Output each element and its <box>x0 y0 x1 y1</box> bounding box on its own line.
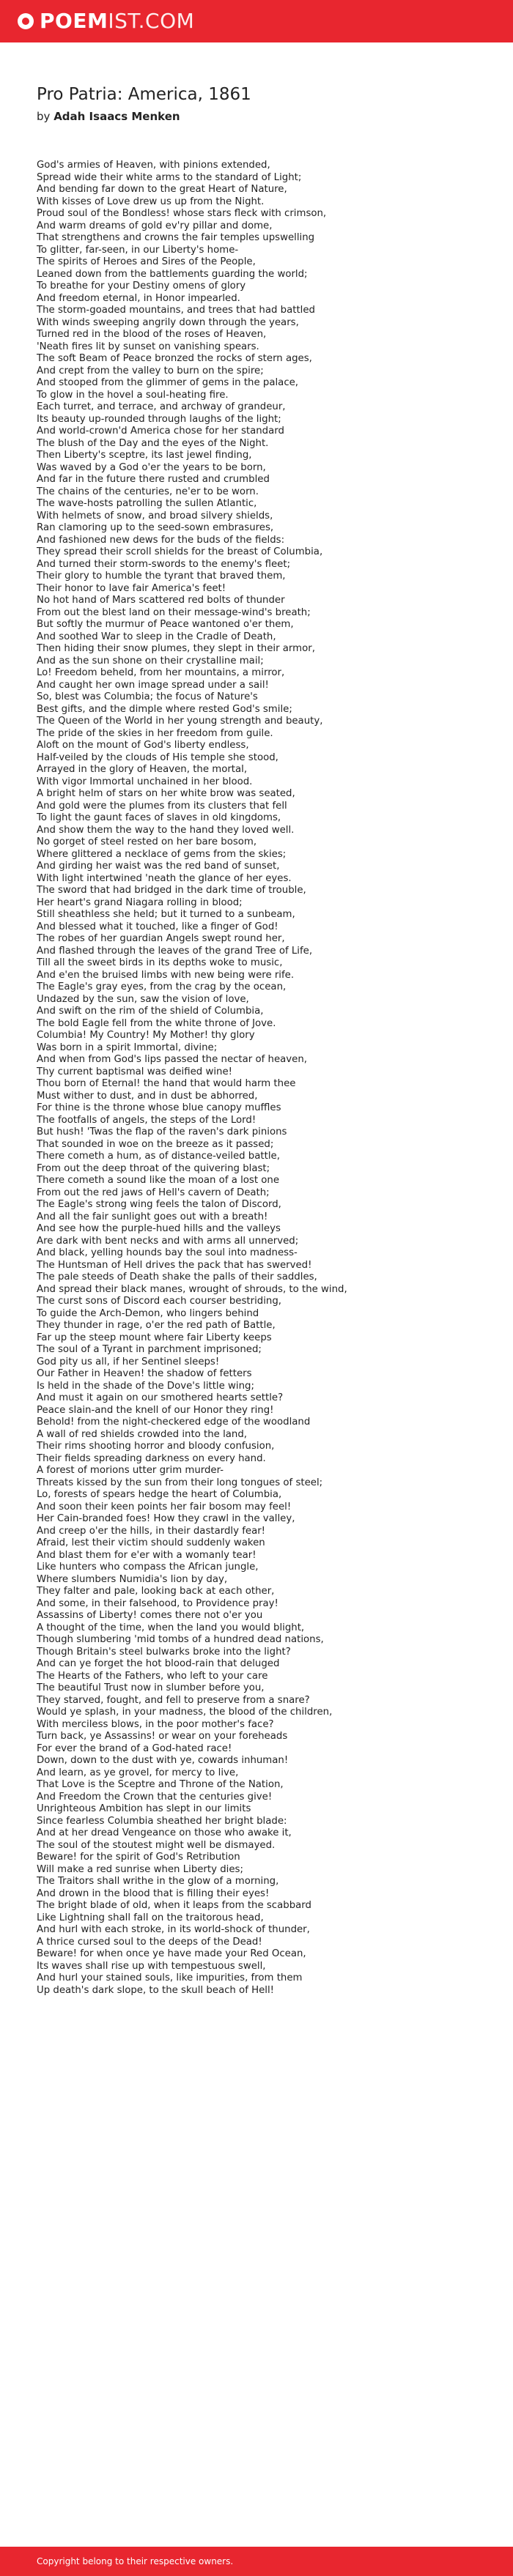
poem-line: The Eagle's gray eyes, from the crag by the ocean, <box>37 981 287 992</box>
poem-line: To breathe for your Destiny omens of glory <box>37 281 246 292</box>
poem-line: And bending far down to the great Heart of Nature, <box>37 184 287 195</box>
poem-line: Since fearless Columbia sheathed her bright blade: <box>37 1815 287 1827</box>
poem-line: No gorget of steel rested on her bare bosom, <box>37 836 257 847</box>
poem-line: Its beauty up-rounded through laughs of the light; <box>37 413 281 425</box>
poem-line: For ever the brand of a God-hated race! <box>37 1742 232 1754</box>
poem-line: Where glittered a necklace of gems from the skies; <box>37 848 287 860</box>
poem-line: The pride of the skies in her freedom from guile. <box>37 727 273 739</box>
poem-line: Their honor to lave fair America's feet! <box>37 582 226 594</box>
logo-bold-text: POEM <box>40 9 108 33</box>
poem-line: And all the fair sunlight goes out with a breath! <box>37 1211 268 1222</box>
poem-line: A bright helm of stars on her white brow was seated, <box>37 788 295 799</box>
poem-line: The bright blade of old, when it leaps from the scabbard <box>37 1900 311 1911</box>
poem-line: Unrighteous Ambition has slept in our limits <box>37 1803 251 1814</box>
poem-line: Are dark with bent necks and with arms all unnerved; <box>37 1235 299 1247</box>
poem-line: And learn, as ye grovel, for mercy to live, <box>37 1767 239 1778</box>
poem-line: Up death's dark slope, to the skull beach of Hell! <box>37 1984 274 1996</box>
poem-line: And world-crown'd America chose for her standard <box>37 426 284 437</box>
poem-line: The robes of her guardian Angels swept round her, <box>37 933 285 944</box>
poem-line: The Huntsman of Hell drives the pack that has swerved! <box>37 1259 312 1271</box>
poem-line: And hurl your stained souls, like impurities, from them <box>37 1972 303 1983</box>
byline-prefix: by <box>37 110 51 123</box>
poem-line: Her heart's grand Niagara rolling in blood; <box>37 897 243 908</box>
poem-line: And fashioned new dews for the buds of the fields: <box>37 534 285 546</box>
poem-line: Thou born of Eternal! the hand that would harm thee <box>37 1078 296 1089</box>
poem-line: Was waved by a God o'er the years to be born, <box>37 461 266 473</box>
poem-line: The Traitors shall writhe in the glow of a morning, <box>37 1876 279 1887</box>
poem-line: And caught her own image spread under a sail! <box>37 679 269 691</box>
poem-line: They falter and pale, looking back at each other, <box>37 1586 275 1597</box>
poem-line: Their rims shooting horror and bloody confusion, <box>37 1441 275 1452</box>
poem-line: Their fields spreading darkness on every hand. <box>37 1452 266 1464</box>
poem-line: Then hiding their snow plumes, they slept in their armor, <box>37 643 315 654</box>
copyright-text: Copyright belong to their respective owners. <box>37 2556 234 2566</box>
poem-line: Ran clamoring up to the seed-sown embrasures, <box>37 522 274 533</box>
poem-line: The Hearts of the Fathers, who left to your care <box>37 1670 268 1682</box>
poem-line: And at her dread Vengeance on those who awake it, <box>37 1827 292 1838</box>
poem-line: Would ye splash, in your madness, the blood of the children, <box>37 1707 333 1718</box>
poem-line: That sounded in woe on the breeze as it passed; <box>37 1138 274 1150</box>
logo-light-text: IST.COM <box>108 9 195 33</box>
poem-line: And spread their black manes, wrought of shrouds, to the wind, <box>37 1283 347 1295</box>
poem-line: Proud soul of the Bondless! whose stars fleck with crimson, <box>37 208 327 219</box>
poem-line: And soon their keen points her fair bosom may feel! <box>37 1501 292 1512</box>
poem-line: And blessed what it touched, like a finger of God! <box>37 921 278 932</box>
poem-line: The pale steeds of Death shake the palls of their saddles, <box>37 1272 317 1283</box>
poem-line: And girding her waist was the red band of sunset, <box>37 861 280 872</box>
poem-line: Then Liberty's sceptre, its last jewel finding, <box>37 450 252 461</box>
poem-line: The bold Eagle fell from the white throne of Jove. <box>37 1017 276 1029</box>
poem-line: Where slumbers Numidia's lion by day, <box>37 1573 228 1585</box>
poemist-logo-icon <box>18 13 34 29</box>
poem-line: The footfalls of angels, the steps of the Lord! <box>37 1114 256 1126</box>
poem-line: Far up the steep mount where fair Liberty keeps <box>37 1332 272 1343</box>
poem-line: Leaned down from the battlements guarding the world; <box>37 268 308 280</box>
poem-line: And gold were the plumes from its clusters that fell <box>37 800 287 812</box>
poem-line: For thine is the throne whose blue canopy muffles <box>37 1102 281 1113</box>
poem-line: Lo! Freedom beheld, from her mountains, a mirror, <box>37 667 285 678</box>
poem-line: The wave-hosts patrolling the sullen Atlantic, <box>37 498 257 509</box>
poem-line: The chains of the centuries, ne'er to be worn. <box>37 486 259 497</box>
poem-line: Columbia! My Country! My Mother! thy glory <box>37 1030 255 1041</box>
site-footer <box>0 2547 513 2576</box>
poem-line: And black, yelling hounds bay the soul into madness- <box>37 1247 298 1258</box>
poem-line: Beware! for the spirit of God's Retribution <box>37 1852 240 1863</box>
poem-line: With light intertwined 'neath the glance of her eyes. <box>37 872 292 884</box>
poem-line: From out the red jaws of Hell's cavern of Death; <box>37 1187 270 1198</box>
poem-line: Spread wide their white arms to the standard of Light; <box>37 171 302 183</box>
poem-line: And hurl with each stroke, in its world-shock of thunder, <box>37 1924 310 1935</box>
poem-line: The Eagle's strong wing feels the talon of Discord, <box>37 1199 281 1210</box>
poem-line: Lo, forests of spears hedge the heart of Columbia, <box>37 1489 282 1500</box>
poem-line: Must wither to dust, and in dust be abhorred, <box>37 1090 258 1102</box>
poem-line: And stooped from the glimmer of gems in the palace, <box>37 377 299 388</box>
poem-line: Though Britain's steel bulwarks broke into the light? <box>37 1646 291 1658</box>
author-link[interactable]: Adah Isaacs Menken <box>53 110 180 123</box>
poem-line: Turned red in the blood of the roses of Heaven, <box>37 329 267 340</box>
poem-line: Aloft on the mount of God's liberty endless, <box>37 740 249 751</box>
poem-line: And show them the way to the hand they loved well. <box>37 824 295 836</box>
poem-line: There cometh a hum, as of distance-veiled battle, <box>37 1151 280 1162</box>
poem-title: Pro Patria: America, 1861 <box>37 85 251 104</box>
poem-line: To glow in the hovel a soul-heating fire. <box>37 389 229 401</box>
poem-line: The spirits of Heroes and Sires of the People, <box>37 256 256 267</box>
poem-line: The sword that had bridged in the dark time of trouble, <box>37 885 306 896</box>
poem-line: Half-veiled by the clouds of His temple she stood, <box>37 751 278 763</box>
poem-line: And swift on the rim of the shield of Columbia, <box>37 1006 264 1017</box>
site-logo-text <box>40 11 194 31</box>
poem-line: 'Neath fires lit by sunset on vanishing spears. <box>37 341 259 352</box>
poem-line: Turn back, ye Assassins! or wear on your foreheads <box>37 1731 288 1742</box>
poem-line: They starved, fought, and fell to preserve from a snare? <box>37 1694 310 1706</box>
poem-line: And soothed War to sleep in the Cradle of Death, <box>37 631 276 642</box>
poem-line: The curst sons of Discord each courser bestriding, <box>37 1296 282 1307</box>
poem-line: To light the gaunt faces of slaves in old kingdoms, <box>37 812 281 823</box>
poem-line: God's armies of Heaven, with pinions extended, <box>37 160 270 171</box>
poem-line: So, blest was Columbia; the focus of Nature's <box>37 691 258 702</box>
poem-line: And freedom eternal, in Honor impearled. <box>37 292 240 304</box>
poem-line: With winds sweeping angrily down through the years, <box>37 316 299 328</box>
poem-line: The soul of the stoutest might well be dismayed. <box>37 1839 276 1851</box>
poem-line: To glitter, far-seen, in our Liberty's home- <box>37 244 239 256</box>
poem-line: That strengthens and crowns the fair temples upswelling <box>37 232 315 243</box>
poem-line: God pity us all, if her Sentinel sleeps! <box>37 1356 220 1367</box>
poem-line: Undazed by the sun, saw the vision of love, <box>37 993 249 1005</box>
poem-line: Each turret, and terrace, and archway of grandeur, <box>37 401 286 412</box>
poem-line: Their glory to humble the tyrant that braved them, <box>37 571 286 582</box>
site-logo-link[interactable] <box>18 11 194 31</box>
poem-line: And can ye forget the hot blood-rain that deluged <box>37 1658 280 1669</box>
poem-line: And warm dreams of gold ev'ry pillar and dome, <box>37 220 273 231</box>
poem-line: And Freedom the Crown that the centuries give! <box>37 1791 273 1803</box>
poem-line: Assassins of Liberty! comes there not o'er you <box>37 1610 263 1621</box>
poem-line: The blush of the Day and the eyes of the Night. <box>37 437 269 449</box>
poem-line: Her Cain-branded foes! How they crawl in the valley, <box>37 1513 295 1524</box>
poem-line: Arrayed in the glory of Heaven, the mortal, <box>37 764 248 775</box>
poem-line: Peace slain-and the knell of our Honor they ring! <box>37 1404 274 1416</box>
poem-body <box>37 160 484 1997</box>
poem-line: Down, down to the dust with ye, cowards inhuman! <box>37 1755 289 1766</box>
poem-line: And must it again on our smothered hearts settle? <box>37 1392 284 1403</box>
poem-line: A forest of morions utter grim murder- <box>37 1465 224 1476</box>
poem-line: A thought of the time, when the land you would blight, <box>37 1622 305 1633</box>
poem-line: Till all the sweet birds in its depths woke to music, <box>37 957 283 968</box>
poem-line: Like hunters who compass the African jungle, <box>37 1562 259 1573</box>
poem-line: Like Lightning shall fall on the traitorous head, <box>37 1912 264 1923</box>
poem-line: The soft Beam of Peace bronzed the rocks of stern ages, <box>37 353 312 364</box>
poem-line: And flashed through the leaves of the grand Tree of Life, <box>37 945 313 957</box>
poem-line: And when from God's lips passed the nectar of heaven, <box>37 1054 307 1065</box>
poem-line: With kisses of Love drew us up from the Night. <box>37 196 265 207</box>
poem-line: The Queen of the World in her young strength and beauty, <box>37 716 323 727</box>
poem-line: Our Father in Heaven! the shadow of fetters <box>37 1368 252 1379</box>
poem-line: The storm-goaded mountains, and trees that had battled <box>37 305 315 316</box>
site-header <box>0 0 513 42</box>
poem-line: And turned their storm-swords to the enemy's fleet; <box>37 558 291 570</box>
poem-line: Will make a red sunrise when Liberty dies; <box>37 1863 243 1875</box>
poem-line: They thunder in rage, o'er the red path of Battle, <box>37 1320 276 1331</box>
poem-line: There cometh a sound like the moan of a lost one <box>37 1175 280 1186</box>
poem-line: And as the sun shone on their crystalline mail; <box>37 655 264 667</box>
poem-line: And blast them for e'er with a womanly tear! <box>37 1549 256 1561</box>
poem-line: And creep o'er the hills, in their dastardly fear! <box>37 1525 266 1537</box>
poem-line: And drown in the blood that is filling their eyes! <box>37 1888 270 1899</box>
poem-line: The soul of a Tyrant in parchment imprisoned; <box>37 1344 262 1355</box>
poem-line: And crept from the valley to burn on the spire; <box>37 365 264 376</box>
poem-line: Thy current baptismal was deified wine! <box>37 1066 232 1077</box>
poem-line: With merciless blows, in the poor mother's face? <box>37 1718 274 1730</box>
poem-line: Behold! from the night-checkered edge of the woodland <box>37 1417 311 1428</box>
poem-line: But softly the murmur of Peace wantoned o'er them, <box>37 619 294 630</box>
poem-line: Beware! for when once ye have made your Red Ocean, <box>37 1948 306 1959</box>
poem-line: A wall of red shields crowded into the land, <box>37 1428 248 1440</box>
poem-line: And far in the future there rusted and crumbled <box>37 474 270 485</box>
poem-line: Afraid, lest their victim should suddenly waken <box>37 1537 265 1548</box>
poem-line: With helmets of snow, and broad silvery shields, <box>37 510 273 521</box>
poem-line: And see how the purple-hued hills and the valleys <box>37 1223 281 1234</box>
poem-line: From out the deep throat of the quivering blast; <box>37 1162 270 1174</box>
poem-line: That Love is the Sceptre and Throne of the Nation, <box>37 1779 284 1790</box>
poem-line: Its waves shall rise up with tempestuous swell, <box>37 1960 266 1972</box>
poem-line: Best gifts, and the dimple where rested God's smile; <box>37 703 292 715</box>
poem-line: From out the blest land on their message-wind's breath; <box>37 606 311 618</box>
poem-line: They spread their scroll shields for the breast of Columbia, <box>37 546 323 557</box>
poem-line: Is held in the shade of the Dove's little wing; <box>37 1380 254 1392</box>
poem-line: But hush! 'Twas the flap of the raven's dark pinions <box>37 1126 287 1137</box>
poem-line: Still sheathless she held; but it turned to a sunbeam, <box>37 909 295 920</box>
poem-line: No hot hand of Mars scattered red bolts of thunder <box>37 595 285 606</box>
poem-line: Threats kissed by the sun from their long tongues of steel; <box>37 1477 323 1488</box>
poem-line: And e'en the bruised limbs with new being were rife. <box>37 969 295 981</box>
poem-line: With vigor Immortal unchained in her blood. <box>37 776 253 787</box>
poem-line: The beautiful Trust now in slumber before you, <box>37 1682 265 1693</box>
poem-line: And some, in their falsehood, to Providence pray! <box>37 1597 278 1609</box>
poem-byline <box>37 110 180 123</box>
poem-line: Was born in a spirit Immortal, divine; <box>37 1042 218 1053</box>
poem-line: Though slumbering 'mid tombs of a hundred dead nations, <box>37 1634 324 1645</box>
poem-line: To guide the Arch-Demon, who lingers behind <box>37 1307 259 1319</box>
poem-line: A thrice cursed soul to the deeps of the Dead! <box>37 1936 262 1948</box>
